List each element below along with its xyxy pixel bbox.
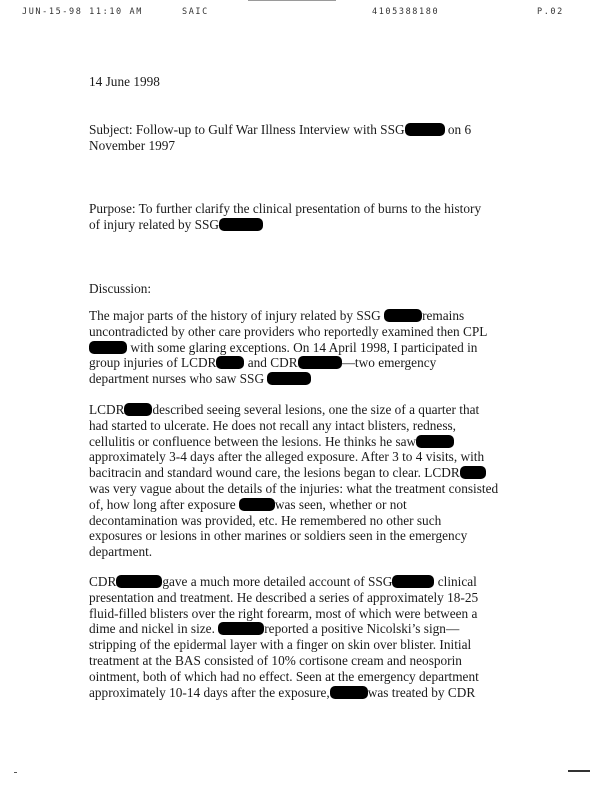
date-text: 14 June 1998 [89, 74, 160, 89]
para1-text: with some glaring exceptions. On 14 April 1998, I participated in [130, 339, 478, 355]
para3-line-7: ointment, both of which had no effect. Seen at the emergency department [89, 668, 479, 684]
subject-line-2: November 1997 [89, 137, 176, 153]
redaction-block [89, 341, 127, 354]
para2-text: described seeing several lesions, one the size of a quarter that [152, 402, 480, 417]
fax-sender: SAIC [182, 7, 209, 17]
redaction-block [216, 356, 244, 369]
para2-line-7 [89, 497, 509, 513]
redaction-block [267, 372, 311, 385]
para1-line-3 [89, 340, 509, 356]
scan-speck [568, 770, 590, 772]
para2-text: bacitracin and standard wound care, the lesions began to clear. LCDR [89, 465, 460, 481]
para3-line-4 [89, 621, 509, 637]
para1-text: —two emergency [341, 355, 437, 371]
purpose-text: of injury related by SSG [89, 216, 219, 232]
redaction-block [392, 575, 434, 588]
para2-text: LCDR [89, 402, 125, 417]
redaction-block [405, 123, 445, 136]
para3-line-2: presentation and treatment. He described a series of approximately 18-25 [89, 589, 479, 605]
para2-line-1 [89, 402, 509, 418]
para1-text: remains [422, 308, 465, 323]
para3-line-3: fluid-filled blisters over the right forearm, most of which were between a [89, 605, 478, 621]
para3-line-1 [89, 574, 509, 590]
redaction-block [219, 218, 263, 231]
subject-line-1 [89, 122, 509, 138]
para3-text: reported a positive Nicolski’s sign— [264, 621, 460, 637]
redaction-block [124, 403, 152, 416]
para2-line-10: department. [89, 544, 153, 560]
subject-text: Subject: Follow-up to Gulf War Illness Interview with SSG [89, 122, 405, 137]
para2-text: of, how long after exposure [89, 496, 236, 512]
discussion-paragraph-3 [89, 574, 509, 700]
purpose-line-1: Purpose: To further clarify the clinical presentation of burns to the history [89, 201, 482, 216]
para2-line-9: exposures or lesions in other marines or soldiers seen in the emergency [89, 528, 468, 544]
para1-line-2: uncontradicted by other care providers who reportedly examined then CPL [89, 323, 488, 339]
para3-line-6: treatment at the BAS consisted of 10% cortisone cream and neosporin [89, 652, 462, 668]
redaction-block [416, 435, 454, 448]
para1-line-1 [89, 308, 509, 324]
para3-line-8 [89, 685, 509, 701]
scan-edge-line [248, 0, 336, 1]
para1-line-4 [89, 355, 509, 371]
fax-datetime: JUN-15-98 11:10 AM [22, 7, 143, 17]
redaction-block [460, 466, 486, 479]
para2-line-5 [89, 465, 509, 481]
purpose-line-2 [89, 217, 509, 233]
para1-text: department nurses who saw SSG [89, 371, 265, 387]
para3-text: gave a much more detailed account of SSG [162, 574, 393, 589]
para2-text: cellulitis or confluence between the lesions. He thinks he saw [89, 433, 417, 449]
para1-text: and CDR [247, 355, 298, 371]
fax-page: P.02 [537, 7, 564, 17]
para1-line-5 [89, 371, 509, 387]
discussion-paragraph-1 [89, 308, 509, 387]
redaction-block [218, 622, 264, 635]
para2-line-3 [89, 434, 509, 450]
discussion-heading [89, 281, 509, 297]
redaction-block [239, 498, 275, 511]
para3-text: CDR [89, 574, 117, 589]
para2-line-8: decontamination was provided, etc. He remembered no other such [89, 512, 442, 528]
fax-header [0, 7, 612, 21]
para3-text: approximately 10-14 days after the exposure, [89, 684, 330, 700]
subject-text-cont: on 6 [447, 122, 472, 137]
discussion-heading-text: Discussion: [89, 281, 152, 296]
discussion-paragraph-2 [89, 402, 509, 560]
redaction-block [116, 575, 162, 588]
para2-line-2: had started to ulcerate. He does not recall any intact blisters, redness, [89, 417, 457, 433]
redaction-block [330, 686, 368, 699]
purpose-block [89, 201, 509, 233]
para3-text: dime and nickel in size. [89, 621, 215, 637]
redaction-block [384, 309, 422, 322]
para3-text: was treated by CDR [367, 684, 476, 700]
subject-block [89, 122, 509, 154]
fax-number: 4105388180 [372, 7, 440, 17]
scan-speck [14, 772, 17, 773]
memo-date [89, 74, 509, 90]
para1-text: group injuries of LCDR [89, 355, 217, 371]
para2-line-4: approximately 3-4 days after the alleged exposure. After 3 to 4 visits, with [89, 449, 485, 465]
para2-line-6: was very vague about the details of the injuries: what the treatment consisted [89, 480, 499, 496]
para1-text: The major parts of the history of injury related by SSG [89, 308, 381, 323]
redaction-block [298, 356, 342, 369]
para3-line-5: stripping of the epidermal layer with a finger on skin over blister. Initial [89, 637, 472, 653]
para3-text: clinical [437, 574, 477, 589]
para2-text: was seen, whether or not [274, 496, 407, 512]
